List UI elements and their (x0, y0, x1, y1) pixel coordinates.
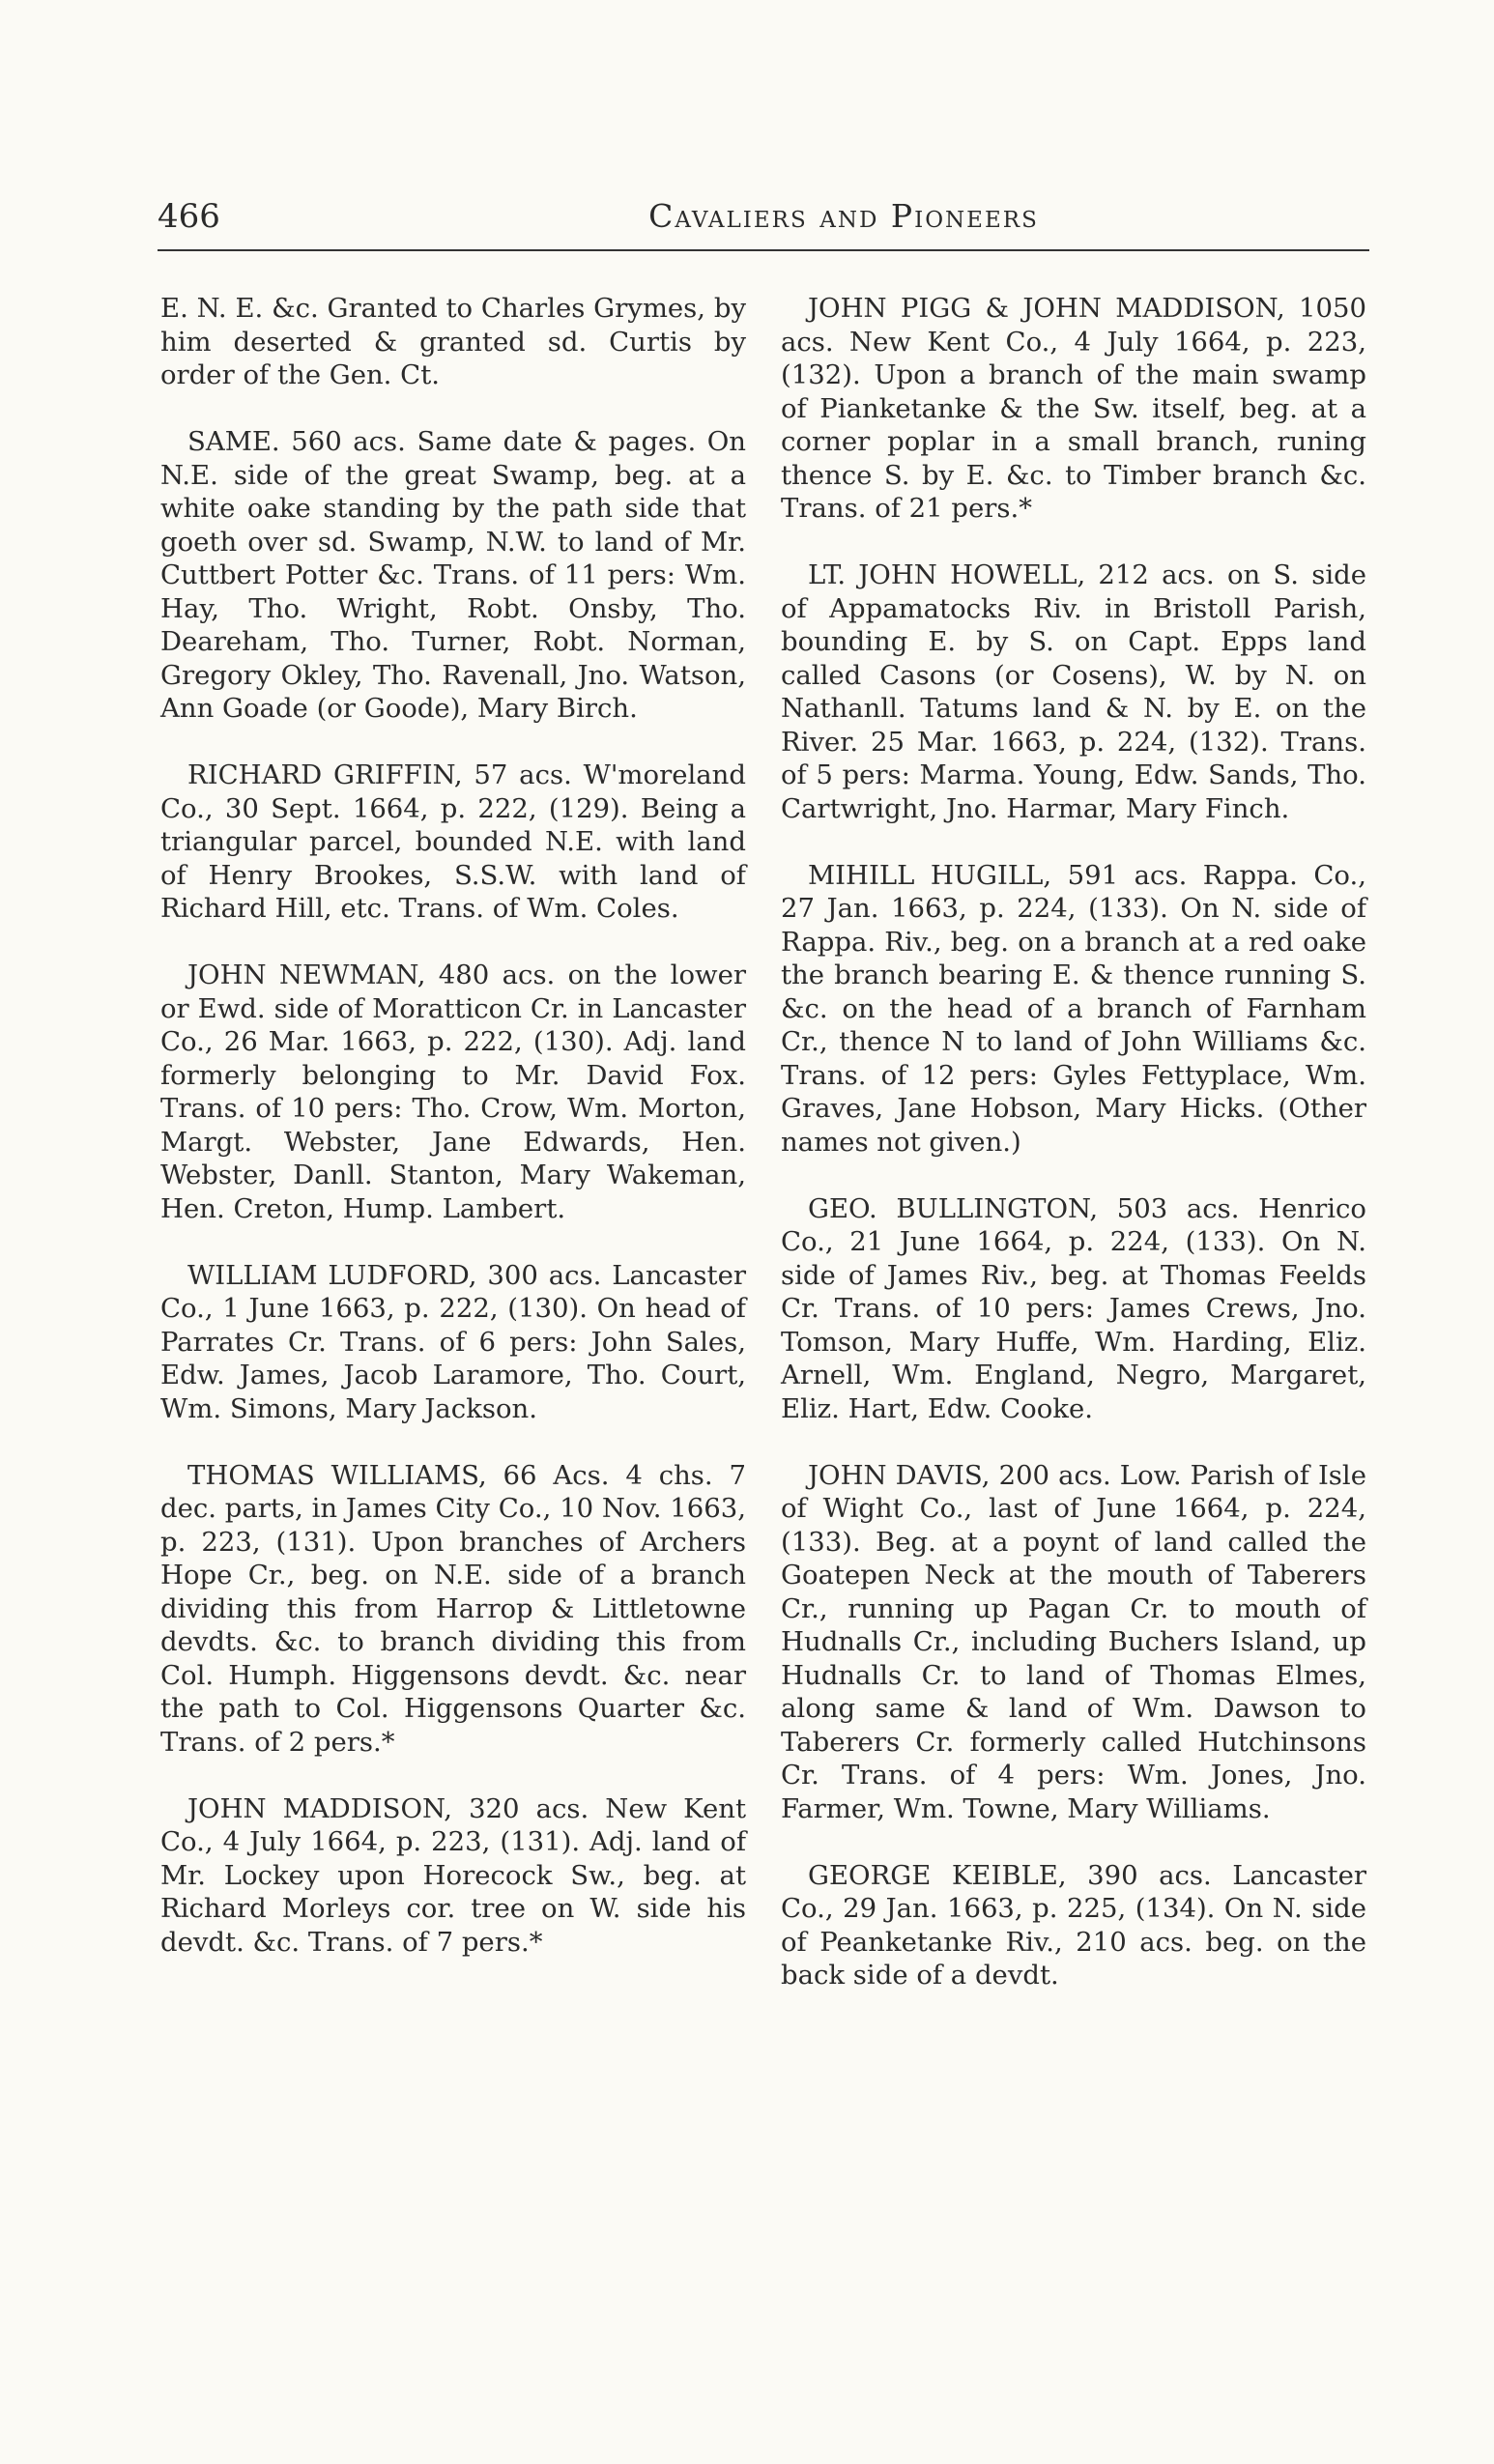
entry-george-keible: GEORGE KEIBLE, 390 acs. Lancaster Co., 29 Jan. 1663, p. 225, (134). On N. side of Peanketanke Riv., 210 acs. beg. on the back side of a devdt. (781, 1859, 1366, 1991)
left-column (160, 292, 746, 1992)
running-title: Cavaliers and Pioneers (648, 197, 1039, 235)
entry-william-ludford: WILLIAM LUDFORD, 300 acs. Lancaster Co., 1 June 1663, p. 222, (130). On head of Parrates Cr. Trans. of 6 pers: John Sales, Edw. James, Jacob Laramore, Tho. Court, Wm. Simons, Mary Jackson. (160, 1259, 746, 1424)
entry-mihill-hugill: MIHILL HUGILL, 591 acs. Rappa. Co., 27 Jan. 1663, p. 224, (133). On N. side of Rappa. Riv., beg. on a branch at a red oake the branch bearing E. & thence running S. &c. on the head of a branch of Farnham Cr., thence N to land of John Williams &c. Trans. of 12 pers: Gyles Fettyplace, Wm. Graves, Jane Hobson, Mary Hicks. (Other names not given.) (781, 859, 1366, 1158)
right-column (781, 292, 1366, 2025)
page-number: 466 (158, 197, 220, 236)
page-header (158, 195, 1369, 244)
entry-same: SAME. 560 acs. Same date & pages. On N.E. side of the great Swamp, beg. at a white oake standing by the path side that goeth over sd. Swamp, N.W. to land of Mr. Cuttbert Potter &c. Trans. of 11 pers: Wm. Hay, Tho. Wright, Robt. Onsby, Tho. Deareham, Tho. Turner, Robt. Norman, Gregory Okley, Tho. Ravenall, Jno. Watson, Ann Goade (or Goode), Mary Birch. (160, 426, 746, 724)
entry-john-newman: JOHN NEWMAN, 480 acs. on the lower or Ewd. side of Moratticon Cr. in Lancaster Co., 26 Mar. 1663, p. 222, (130). Adj. land formerly belonging to Mr. David Fox. Trans. of 10 pers: Tho. Crow, Wm. Morton, Margt. Webster, Jane Edwards, Hen. Webster, Danll. Stanton, Mary Wakeman, Hen. Creton, Hump. Lambert. (160, 960, 746, 1224)
entry-john-maddison: JOHN MADDISON, 320 acs. New Kent Co., 4 July 1664, p. 223, (131). Adj. land of Mr. Lockey upon Horecock Sw., beg. at Richard Morleys cor. tree on W. side his devdt. &c. Trans. of 7 pers.* (160, 1792, 746, 1958)
entry-john-pigg: JOHN PIGG & JOHN MADDISON, 1050 acs. New Kent Co., 4 July 1664, p. 223, (132). Upon a branch of the main swamp of Pianketanke & the Sw. itself, beg. at a corner poplar in a small branch, runing thence S. by E. &c. to Timber branch &c. Trans. of 21 pers.* (781, 293, 1366, 524)
header-rule (158, 249, 1369, 251)
entry-john-davis: JOHN DAVIS, 200 acs. Low. Parish of Isle of Wight Co., last of June 1664, p. 224, (133). Beg. at a poynt of land called the Goatepen Neck at the mouth of Taberers Cr., running up Pagan Cr. to mouth of Hudnalls Cr., including Buchers Island, up Hudnalls Cr. to land of Thomas Elmes, along same & land of Wm. Dawson to Taberers Cr. formerly called Hutchinsons Cr. Trans. of 4 pers: Wm. Jones, Jno. Farmer, Wm. Towne, Mary Williams. (781, 1459, 1366, 1824)
entry-continuation: E. N. E. &c. Granted to Charles Grymes, by him deserted & granted sd. Curtis by order of the Gen. Ct. (160, 293, 746, 390)
entry-john-howell: LT. JOHN HOWELL, 212 acs. on S. side of Appamatocks Riv. in Bristoll Parish, bounding E. by S. on Capt. Epps land called Casons (or Cosens), W. by N. on Nathanll. Tatums land & N. by E. on the River. 25 Mar. 1663, p. 224, (132). Trans. of 5 pers: Marma. Young, Edw. Sands, Tho. Cartwright, Jno. Harmar, Mary Finch. (781, 559, 1366, 824)
entry-thomas-williams: THOMAS WILLIAMS, 66 Acs. 4 chs. 7 dec. parts, in James City Co., 10 Nov. 1663, p. 223, (131). Upon branches of Archers Hope Cr., beg. on N.E. side of a branch dividing this from Harrop & Littletowne devdts. &c. to branch dividing this from Col. Humph. Higgensons devdt. &c. near the path to Col. Higgensons Quarter &c. Trans. of 2 pers.* (160, 1459, 746, 1758)
entry-geo-bullington: GEO. BULLINGTON, 503 acs. Henrico Co., 21 June 1664, p. 224, (133). On N. side of James Riv., beg. at Thomas Feelds Cr. Trans. of 10 pers: James Crews, Jno. Tomson, Mary Huffe, Wm. Harding, Eliz. Arnell, Wm. England, Negro, Margaret, Eliz. Hart, Edw. Cooke. (781, 1192, 1366, 1424)
entry-richard-griffin: RICHARD GRIFFIN, 57 acs. W'moreland Co., 30 Sept. 1664, p. 222, (129). Being a triangular parcel, bounded N.E. with land of Henry Brookes, S.S.W. with land of Richard Hill, etc. Trans. of Wm. Coles. (160, 759, 746, 924)
